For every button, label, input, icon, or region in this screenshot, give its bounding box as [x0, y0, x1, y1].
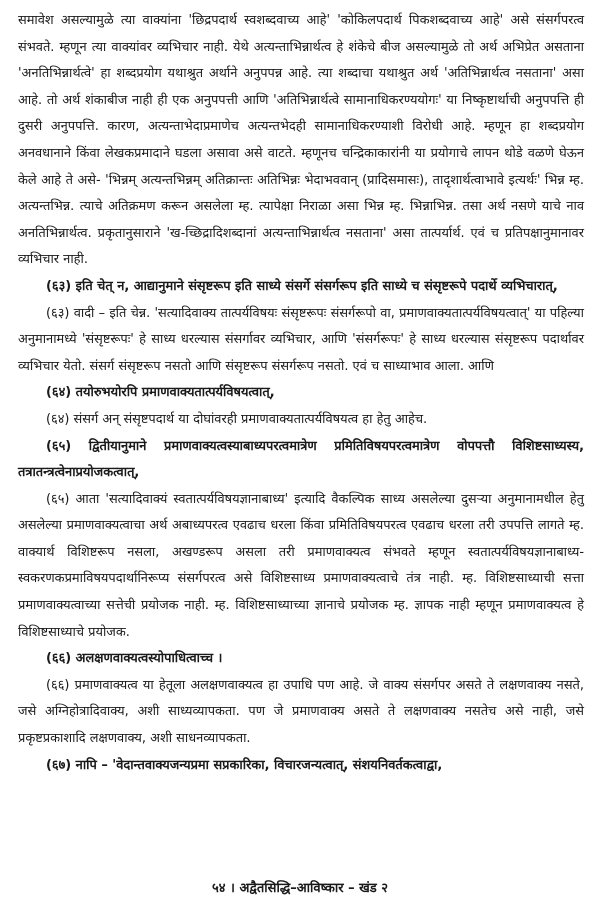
commentary-65: (६५) आता 'सत्यादिवाक्यं स्वतात्पर्यविषयज्ञानाबाध्य' इत्यादि वैकल्पिक साध्य असलेल्या दुसऱ्या अनुमानामधील हेतु असलेल्या प्रमाणवाक्यत्वाचा अर्थ अबाध्यपरत्व एवढाच धरला किंवा प्रमितिविषयपरत्व एवढाच धरला तरी उपपत्ति लागते म्ह. वाक्यार्थ विशिष्टरूप नसला, अखण्डरूप असला तरी प्रमाणवाक्यत्व संभवते म्हणून स्वतात्पर्यविषयज्ञानाबाध्य-स्वकरणकप्रमाविषयपदार्थानिरूप्य संसर्गपरत्व असे विशिष्टसाध्य प्रमाणवाक्यत्वाचे तंत्र नाही. म्ह. विशिष्टसाध्याची सत्ता प्रमाणवाक्यत्वाच्या सत्तेची प्रयोजक नाही. म्ह. विशिष्टसाध्याच्या ज्ञानाचे प्रयोजक म्ह. ज्ञापक नाही म्हणून प्रमाणवाक्यत्व हे विशिष्टसाध्याचे प्रयोजक.	[18, 491, 584, 640]
commentary-64: (६४) संसर्ग अन् संसृष्टपदार्थ या दोघांवरही प्रमाणवाक्यतात्पर्यविषयत्व हा हेतु आहेच.	[46, 411, 428, 427]
sutra-65: (६५) द्वितीयानुमाने प्रमाणवाक्यत्वस्याबाध्यपरत्वमात्रेण प्रमितिविषयपरत्वमात्रेण वोपपत्तौ विशिष्टसाध्यस्य, तत्रातन्त्रत्वेनाप्रयोजकत्वात्,	[18, 438, 584, 481]
page-body	[18, 8, 584, 779]
sutra-64: (६४) तयोरुभयोरपि प्रमाणवाक्यतात्पर्यविषयत्वात्,	[46, 385, 275, 401]
commentary-63: (६३) वादी – इति चेन्न. 'सत्यादिवाक्य तात्पर्यविषयः संसृष्टरूपः संसर्गरूपो वा, प्रमाणवाक्यतात्पर्यविषयत्वात्' या पहिल्या अनुमानामध्ये 'संसृष्टरूपः' हे साध्य धरल्यास संसर्गावर व्यभिचार, आणि 'संसर्गरूपः' हे साध्य धरल्यास संसृष्टरूप पदार्थावर व्यभिचार येतो. संसर्ग संसृष्टरूप नसतो आणि संसृष्टरूप संसर्गरूप नसतो. एवं च साध्याभाव आला. आणि	[18, 305, 584, 374]
page-footer: ५४ । अद्वैतसिद्धि–आविष्कार – खंड २	[211, 881, 389, 896]
paragraph-1: समावेश असल्यामुळे त्या वाक्यांना 'छिद्रपदार्थ स्वशब्दवाच्य आहे' 'कोकिलपदार्थ पिकशब्दवाच्य आहे' असे संसर्गपरत्व संभवते. म्हणून त्या वाक्यांवर व्यभिचार नाही. येथे अत्यन्ताभिन्नार्थत्व हे शंकेचे बीज असल्यामुळे तो अर्थ अभिप्रेत असताना 'अनतिभिन्नार्थत्वे' हा शब्दप्रयोग यथाश्रुत अर्थाने अनुपपन्न आहे. त्या शब्दाचा यथाश्रुत अर्थ 'अतिभिन्नार्थत्व नसताना' असा आहे. तो अर्थ शंकाबीज नाही ही एक अनुपपत्ती आणि 'अतिभिन्नार्थत्वे सामानाधिकरण्ययोगः' या निष्कृष्टार्थाची अनुपपत्ति ही दुसरी अनुपपत्ति. कारण, अत्यन्ताभेदाप्रमाणेच अत्यन्तभेदही सामानाधिकरण्याशी विरोधी आहे. म्हणून हा शब्दप्रयोग अनवधानाने किंवा लेखकप्रमादाने घडला असावा असे वाटते. म्हणूनच चन्द्रिकाकारांनी या प्रयोगाचे लापन थोडे वळणे घेऊन केले आहे ते असे- 'भिन्नम् अत्यन्तभिन्नम् अतिक्रान्तः अतिभिन्नः भेदाभववान् (प्रादिसमासः), तादृशार्थत्वाभावे इत्यर्थः' भिन्न म्ह. अत्यन्तभिन्न. त्याचे अतिक्रमण करून असलेला म्ह. त्यापेक्षा निराळा असा भिन्न म्ह. भिन्नाभिन्न. तसा अर्थ नसणे याचे नाव अनतिभिन्नार्थत्व. प्रकृतानुसाराने 'ख-च्छिद्रादिशब्दानां अत्यन्ताभिन्नार्थत्व नसताना' असा तात्पर्यार्थ. एवं च प्रतिपक्षानुमानावर व्यभिचार नाही.	[18, 13, 584, 268]
sutra-67: (६७) नापि – 'वेदान्तवाक्यजन्यप्रमा सप्रकारिका, विचारजन्यत्वात्, संशयनिवर्तकत्वाद्वा,	[46, 757, 443, 773]
commentary-66: (६६) प्रमाणवाक्यत्व या हेतूला अलक्षणवाक्यत्व हा उपाधि पण आहे. जे वाक्य संसर्गपर असते ते लक्षणवाक्य नसते, जसे अग्निहोत्रादिवाक्य, अशी साध्यव्यापकता. पण जे प्रमाणवाक्य असते ते लक्षणवाक्य नसतेच असे नाही, जसे प्रकृष्टप्रकाशादि लक्षणवाक्य, अशी साधनव्यापकता.	[18, 677, 584, 747]
sutra-66: (६६) अलक्षणवाक्यत्वस्योपाधित्वाच्च ।	[46, 651, 223, 667]
sutra-63: (६३) इति चेत् न, आद्यानुमाने संसृष्टरूप इति साध्ये संसर्गे संसर्गरूप इति साध्ये च संसृष्टरूपे पदार्थे व्यभिचारात्,	[46, 278, 558, 294]
